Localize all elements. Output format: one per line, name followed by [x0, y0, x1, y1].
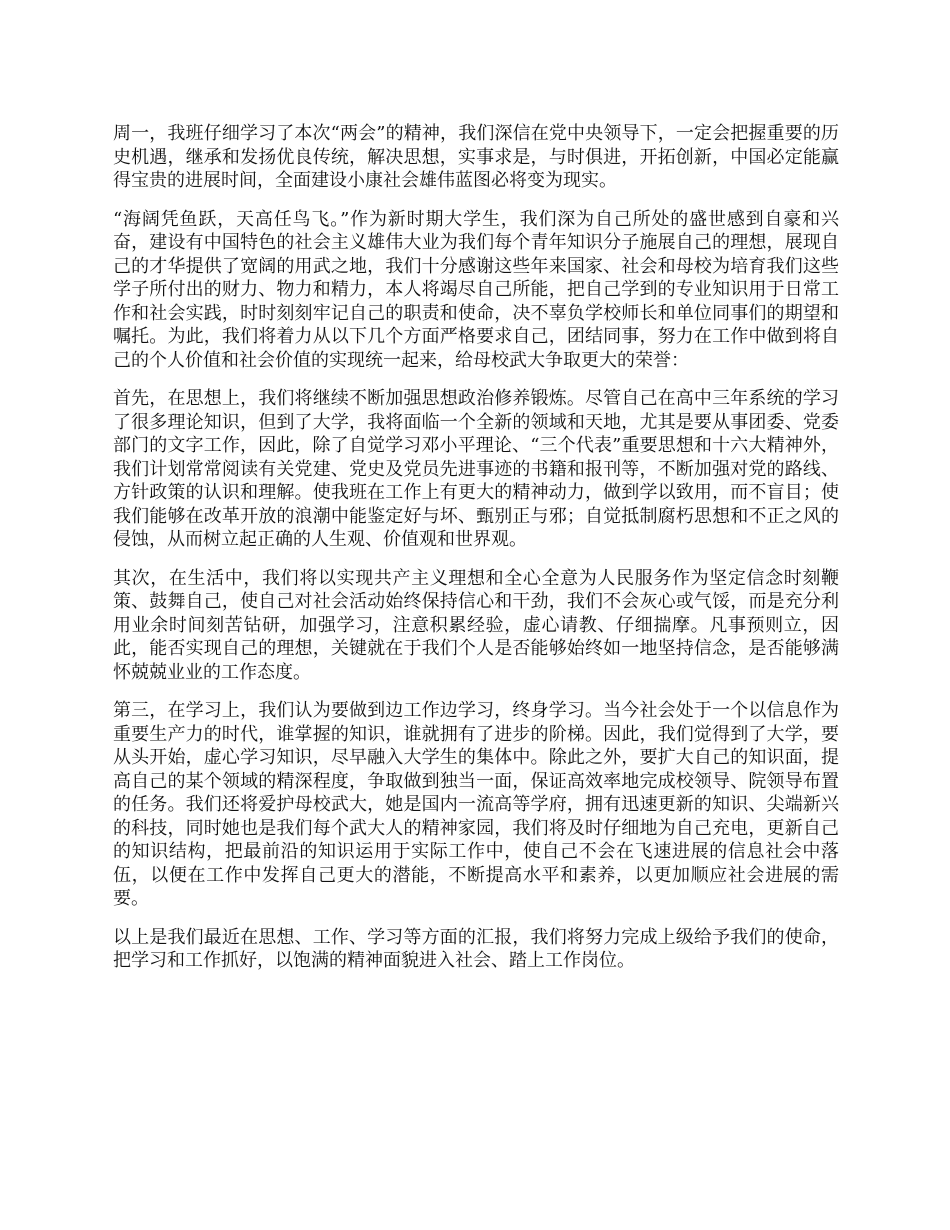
paragraph-4: 其次，在生活中，我们将以实现共产主义理想和全心全意为人民服务作为坚定信念时刻鞭策、鼓舞自己，使自己对社会活动始终保持信心和干劲，我们不会灰心或气馁，而是充分利用业余时间刻苦钻研，加强学习，注意积累经验，虚心请教、仔细揣摩。凡事预则立，因此，能否实现自己的理想，关键就在于我们个人是否能够始终如一地坚持信念，是否能够满怀兢兢业业的工作态度。: [113, 567, 839, 683]
paragraph-5: 第三，在学习上，我们认为要做到边工作边学习，终身学习。当今社会处于一个以信息作为重要生产力的时代，谁掌握的知识，谁就拥有了进步的阶梯。因此，我们觉得到了大学，要从头开始，虚心学习知识，尽早融入大学生的集体中。除此之外，要扩大自己的知识面，提高自己的某个领域的精深程度，争取做到独当一面，保证高效率地完成校领导、院领导布置的任务。我们还将爱护母校武大，她是国内一流高等学府，拥有迅速更新的知识、尖端新兴的科技，同时她也是我们每个武大人的精神家园，我们将及时仔细地为自己充电，更新自己的知识结构，把最前沿的知识运用于实际工作中，使自己不会在飞速进展的信息社会中落伍，以便在工作中发挥自己更大的潜能，不断提高水平和素养，以更加顺应社会进展的需要。: [113, 700, 839, 909]
paragraph-1: 周一，我班仔细学习了本次“两会”的精神，我们深信在党中央领导下，一定会把握重要的历史机遇，继承和发扬优良传统，解决思想，实事求是，与时俱进，开拓创新，中国必定能赢得宝贵的进展时间，全面建设小康社会雄伟蓝图必将变为现实。: [113, 123, 839, 191]
paragraph-6: 以上是我们最近在思想、工作、学习等方面的汇报，我们将努力完成上级给予我们的使命，把学习和工作抓好，以饱满的精神面貌进入社会、踏上工作岗位。: [113, 926, 839, 971]
paragraph-3: 首先，在思想上，我们将继续不断加强思想政治修养锻炼。尽管自己在高中三年系统的学习了很多理论知识，但到了大学，我将面临一个全新的领域和天地，尤其是要从事团委、党委部门的文字工作，因此，除了自觉学习邓小平理论、“三个代表”重要思想和十六大精神外，我们计划常常阅读有关党建、党史及党员先进事迹的书籍和报刊等，不断加强对党的路线、方针政策的认识和理解。使我班在工作上有更大的精神动力，做到学以致用，而不盲目；使我们能够在改革开放的浪潮中能鉴定好与坏、甄别正与邪；自觉抵制腐朽思想和不正之风的侵蚀，从而树立起正确的人生观、价值观和世界观。: [113, 388, 839, 550]
document-body: [113, 122, 839, 988]
paragraph-2: “海阔凭鱼跃，天高任鸟飞。”作为新时期大学生，我们深为自己所处的盛世感到自豪和兴奋，建设有中国特色的社会主义雄伟大业为我们每个青年知识分子施展自己的理想，展现自己的才华提供了宽阔的用武之地，我们十分感谢这些年来国家、社会和母校为培育我们这些学子所付出的财力、物力和精力，本人将竭尽自己所能，把自己学到的专业知识用于日常工作和社会实践，时时刻刻牢记自己的职责和使命，决不辜负学校师长和单位同事们的期望和嘱托。为此，我们将着力从以下几个方面严格要求自己，团结同事，努力在工作中做到将自己的个人价值和社会价值的实现统一起来，给母校武大争取更大的荣誉：: [113, 208, 839, 371]
